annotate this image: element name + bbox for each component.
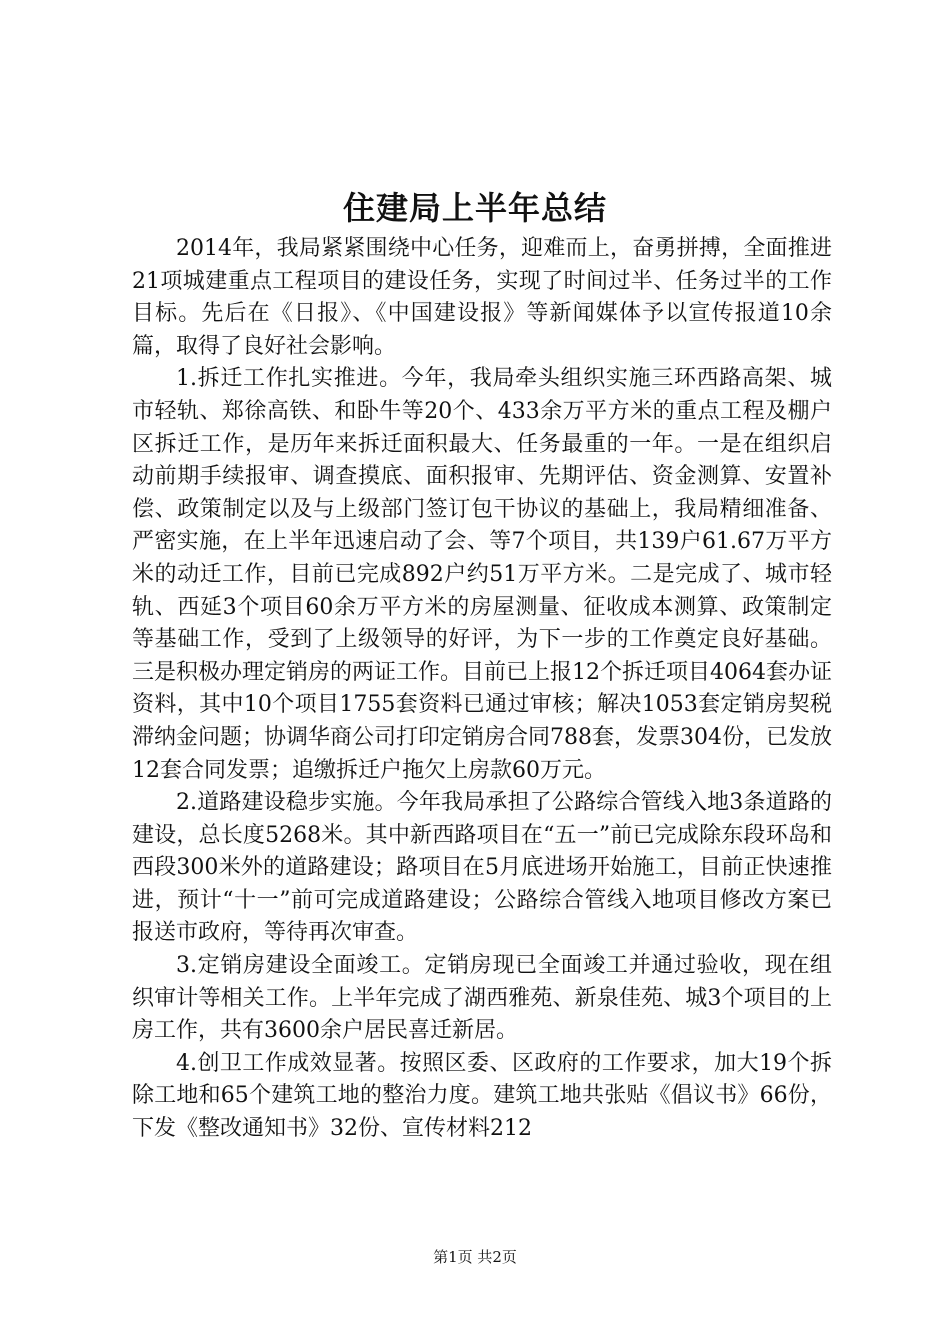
paragraph-road-construction: 2.道路建设稳步实施。今年我局承担了公路综合管线入地3条道路的建设，总长度5268米。其中新西路项目在“五一”前已完成除东段环岛和西段300米外的道路建设；路项目在5月底进场开始施工，目前正快速推进，预计“十一”前可完成道路建设；公路综合管线入地项目修改方案已报送市政府，等待再次审查。	[132, 790, 832, 946]
paragraph-sanitation: 4.创卫工作成效显著。按照区委、区政府的工作要求，加大19个拆除工地和65个建筑工地的整治力度。建筑工地共张贴《倡议书》66份，下发《整改通知书》32份、宣传材料212	[132, 1050, 832, 1142]
document-title: 住建局上半年总结	[342, 189, 607, 227]
paragraph-intro: 2014年，我局紧紧围绕中心任务，迎难而上，奋勇拼搏，全面推进21项城建重点工程项目的建设任务，实现了时间过半、任务过半的工作目标。先后在《日报》、《中国建设报》等新闻媒体予以宣传报道10余篇，取得了良好社会影响。	[132, 236, 832, 359]
paragraph-demolition: 1.拆迁工作扎实推进。今年，我局牵头组织实施三环西路高架、城市轻轨、郑徐高铁、和卧牛等20个、433余万平方米的重点工程及棚户区拆迁工作，是历年来拆迁面积最大、任务最重的一年。一是在组织启动前期手续报审、调查摸底、面积报审、先期评估、资金测算、安置补偿、政策制定以及与上级部门签订包干协议的基础上，我局精细准备、严密实施，在上半年迅速启动了会、等7个项目，共139户61.67万平方米的动迁工作，目前已完成892户约51万平方米。二是完成了、城市轻轨、西延3个项目60余万平方米的房屋测量、征收成本测算、政策制定等基础工作，受到了上级领导的好评，为下一步的工作奠定良好基础。三是积极办理定销房的两证工作。目前已上报12个拆迁项目4064套办证资料，其中10个项目1755套资料已通过审核；解决1053套定销房契税滞纳金问题；协调华商公司打印定销房合同788套，发票304份，已发放12套合同发票；追缴拆迁户拖欠上房款60万元。	[132, 366, 832, 783]
document-body	[132, 233, 832, 1146]
paragraph-housing-completion: 3.定销房建设全面竣工。定销房现已全面竣工并通过验收，现在组织审计等相关工作。上半年完成了湖西雅苑、新泉佳苑、城3个项目的上房工作，共有3600余户居民喜迁新居。	[132, 953, 832, 1044]
page-footer: 第1页 共2页	[433, 1248, 517, 1266]
